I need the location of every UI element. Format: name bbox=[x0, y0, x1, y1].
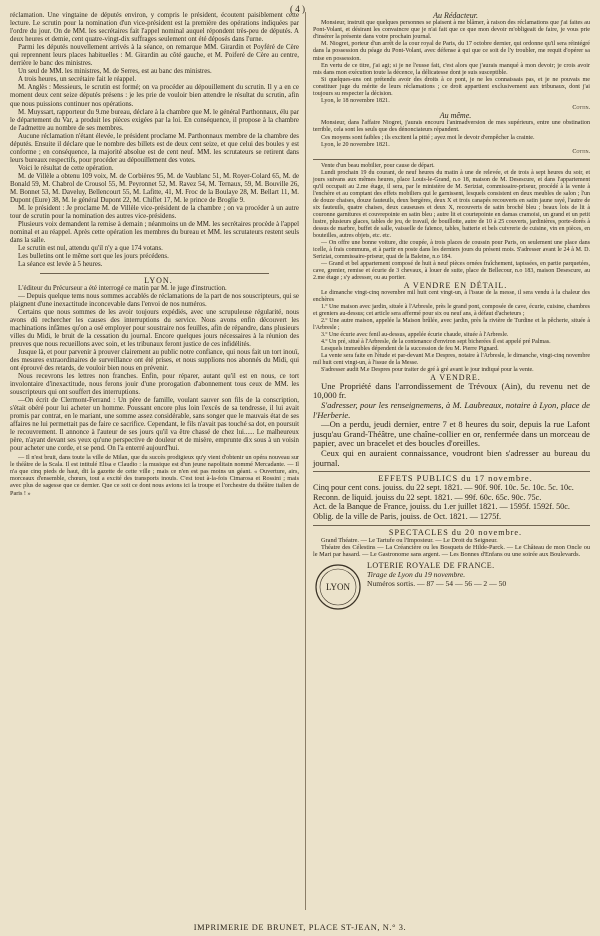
divider bbox=[313, 525, 590, 526]
session-paragraph: Les bulletins ont le même sort que les jours précédens. bbox=[18, 253, 169, 261]
lyon-heading: LYON. bbox=[144, 275, 173, 285]
vente-detail-paragraph: 3.º Une écurie avec fenil au-dessus, appelée écurie chaude, située à l'Arbresle. bbox=[321, 331, 509, 338]
spectacles-heading: SPECTACLES du 20 novembre. bbox=[388, 527, 523, 537]
divider bbox=[313, 159, 590, 160]
divider bbox=[313, 471, 590, 472]
meme-heading: Au même. bbox=[439, 111, 472, 121]
vente-detail-heading: A VENDRE EN DÉTAIL. bbox=[403, 280, 508, 290]
page-number: ( 4 ) bbox=[290, 4, 305, 14]
session-paragraph: Parmi les députés nouvellement arrivés à la séance, on remarque MM. Girardin et Poyféré de Cère qui reprennent leurs places habituelles : M. Girardin au côté gauche, et M. Poiferé de Cère au centre, derrière le banc des ministres. bbox=[10, 44, 299, 68]
letter-paragraph: Lyon, le 20 novembre 1821. bbox=[321, 141, 390, 148]
loterie-title: LOTERIE ROYALE DE FRANCE. bbox=[367, 560, 495, 570]
letter-paragraph: Monsieur, instruit que quelques personnes se plaisent à me blâmer, à raison des réclamations que j'ai faites au Pont-Volant, et désirant les convaincre que je n'ai fait que ce que mon devoir m'obligeait de faire, je vous prie d'insérer la présente dans votre prochain journal. bbox=[313, 20, 590, 41]
vendre-paragraph: Une Propriété dans l'arrondissement de Trévoux (Ain), du revenu net de 10,000 fr. bbox=[313, 380, 590, 401]
redacteur-heading: Au Rédacteur. bbox=[433, 12, 478, 20]
sale-paragraph: Vente d'un beau mobilier, pour cause de départ. bbox=[321, 162, 435, 169]
session-paragraph: Le scrutin est nul, attendu qu'il n'y a que 174 votans. bbox=[18, 245, 163, 253]
fund-quote: Oblig. de la ville de Paris, jouiss. de Oct. 1821. — 1275f. bbox=[313, 512, 502, 522]
session-paragraph: M. Muyssart, rapporteur du 9.me bureau, déclare à la chambre que M. le général Parthonnaux, élu par le département du Var, a produit les pièces exigées par la loi. En conséquence, il propose à la chambre de l'admettre au nombre de ses membres. bbox=[10, 108, 299, 132]
lyon-paragraph: Nous recevrons les lettres non franches. Enfin, pour réparer, autant qu'il est en nous, ce tort involontaire d'inexactitude, nous ferons jouir d'une prorogation d'abonnement tous ceux de MM. les souscripteurs qui ont souffert des interruptions. bbox=[10, 373, 299, 397]
vente-detail-paragraph: La vente sera faite en l'étude et par-devant M.e Despres, notaire à l'Arbresle, le dimanche, vingt-cinq novembre mil huit cent vingt-un, à l'issue de la Messe. bbox=[313, 352, 590, 366]
loterie-block bbox=[313, 562, 590, 620]
vendre-paragraph: S'adresser, pour les renseignemens, à M. Laubreaux, notaire à Lyon, place de l'Herberie. bbox=[313, 400, 590, 420]
vendre-heading: A VENDRE. bbox=[430, 372, 481, 382]
letter-meme bbox=[313, 120, 590, 155]
imprint-footer: IMPRIMERIE DE BRUNET, PLACE ST-JEAN, N.° 3. bbox=[193, 923, 407, 932]
fund-quote: Cinq pour cent cons. jouiss. du 22 sept. 1821. — 90f. 90f. 10c. 5c. 10c. 5c. 10c. bbox=[313, 483, 574, 493]
stamp-label: LYON bbox=[325, 581, 351, 592]
letter-redacteur bbox=[313, 20, 590, 112]
sale-paragraph: — Grand et bel appartement composé de huit à neuf pièces ornées fraîchement, tapissées, en partie parquetées, cave, grenier, remise et écurie de 3 chevaux, à louer de suite, place de Bellecour, n.o 183, maison Desescure, au 2.me étage ; s'y adresser, ou au portier. bbox=[313, 260, 590, 281]
sale-announcements bbox=[313, 163, 590, 282]
vente-detail-paragraph: S'adresser audit M.e Despres pour traiter de gré à gré avant le jour indiqué pour la vente. bbox=[321, 366, 534, 373]
vente-detail-paragraph: Le dimanche vingt-cinq novembre mil huit cent vingt-un, à l'issue de la messe, il sera vendu à la chaleur des enchères bbox=[313, 289, 590, 303]
lyon-paragraph: Certains que nous sommes de les avoir toujours expédiés, avec une scrupuleuse régularité, nous avons dû rechercher les causes des interruptions du service. Nous avons enfin découvert les machinations infâmes qu'on a osé employer pour soustraire nos feuilles, afin de répandre, dans plusieurs villes du Midi, le bruit de la cessation du journal. Encore quelques jours nécessaires à la réunion des preuves que nous recueillons avec soin, et les tribunaux feront justice de ces infidélités. bbox=[10, 308, 299, 348]
session-paragraph: M. Anglès : Messieurs, le scrutin est formé; on va procéder au dépouillement du scrutin. Il y a en ce moment deux cent seize députés présens : je les prie de vouloir bien attendre le résultat du scrutin, afin que nous puissions continuer nos opérations. bbox=[10, 84, 299, 108]
session-report bbox=[10, 12, 299, 270]
spectacle-listing: Théatre des Célestins — La Créancière ou les Bosquets de Hilde-Parck. — Le Château de mon Oncle ou le Mari par hasard. — Le Gastronome sans argent. — Les Bonnes d'Enfans ou une soirée aux Boulevards. bbox=[313, 543, 590, 559]
letter-paragraph: Ces moyens sont faibles ; ils excitent la pitié ; ayez moi le devoir d'empêcher la crainte. bbox=[321, 134, 535, 141]
columns bbox=[10, 12, 590, 910]
letter-paragraph: En vertu de ce titre, j'ai agi; si je ne l'eusse fait, c'est alors que j'aurais manqué à mon devoir; je crois avoir mis dans mon exécution toute la décence, la délicatesse dont je suis susceptible. bbox=[313, 62, 590, 76]
lyon-stamp-icon bbox=[313, 562, 363, 612]
sale-paragraph: — On offre une bonne voiture, dite coupée, à trois places de coussin pour Paris, on seulement une place dans icelle, à frais communs, et à partir en poste dans les derniers jours du présent mois. S'adresser avant le 24 à M. D. Seriziat, commissaire-priseur, quai de la Baleine, n.o 184. bbox=[313, 239, 590, 260]
letter-paragraph: M. Niogret, porteur d'un arrêt de la cour royal de Paris, du 17 octobre dernier, qui ordonne qu'il sera réintégré dans la possession du péage du Pont-Volant, avec défense à qui que ce soit de l'y troubler, me requit d'opérer sa mise en possession. bbox=[313, 41, 590, 62]
vente-detail-paragraph: Lesquels immeubles dépendent de la succession de feu M. Pierre Pignard. bbox=[321, 345, 499, 352]
spectacle-listing: Grand Théatre. — Le Tartufe ou l'Imposteur. — Le Droit du Seigneur. bbox=[321, 536, 498, 544]
vente-detail-paragraph: 4.º Un pré, situé à l'Arbresle, de la contenance d'environ sept bicherées il est appelé pré Palmas. bbox=[321, 338, 551, 345]
session-paragraph: Plusieurs voix demandent la remise à demain ; néanmoins un de MM. les secrétaires procède à l'appel nominal et au réappel. Après cette opération les membres du bureau et MM. les scrutateurs restent seuls dans la salle. bbox=[10, 221, 299, 245]
lyon-paragraph: L'éditeur du Précurseur a été interrogé ce matin par M. le juge d'instruction. bbox=[18, 284, 227, 292]
session-paragraph: M. le président : Je proclame M. de Villèle vice-président de la chambre ; on va procéder à un autre tour de scrutin pour la nomination des autres vice-présidens. bbox=[10, 205, 299, 221]
session-paragraph: réclamation. Une vingtaine de députés environ, y compris le président, écoutent paisiblement cette lecture. Le scrutin pour la nomination d'un vice-président est la première des opérations indiquées par l'ordre du jour. On de MM. les secrétaires fait l'appel nominal auquel répondent très-peu de députés. A deux heures et demie, cent quatre-vingt-dix suffrages seulement ont été déposés dans l'urne. bbox=[10, 12, 299, 44]
fund-quote: Reconn. de liquid. jouiss du 22 sept. 1821. — 99f. 60c. 65c. 90c. 75c. bbox=[313, 492, 542, 502]
fund-quote: Act. de la Banque de France, jouiss. du 1.er juillet 1821. — 1595f. 1592f. 50c. bbox=[313, 502, 570, 512]
lyon-paragraph: —On écrit de Clermont-Ferrand : Un père de famille, voulant sauver son fils de la conscription, s'était obéré pour lui acheter un homme. Poussant encore plus loin l'excès de sa tendresse, il lui avait promis par contrat, en le mariant, une somme assez considérable, sans songer que le mauvais état de ses affaires ne lui permettait pas de faire ce sacrifice. Cependant, le fils n'avait pas touché sa dot, en poursuit le recouvrement. Il annonce à l'auteur de ses jours qu'il va être chassé de chez lui...... Le malheureux père, n'ayant devant ses yeux qu'une perspective de douleur et de misère, emprunte dix sous à un voisin pour acheter une corde, et se pend. On l'a enterré aujourd'hui. bbox=[10, 397, 299, 453]
vente-detail-paragraph: 2.º Une autre maison, appelée la Maison brûlée, avec jardin, près la rivière de Turdine et la pêcherie, située à l'Arbresle ; bbox=[313, 317, 590, 331]
left-column bbox=[10, 12, 306, 910]
effets-publics bbox=[313, 483, 590, 521]
right-column bbox=[306, 12, 590, 910]
vente-detail-section bbox=[313, 290, 590, 374]
session-paragraph: A trois heures, un secrétaire fait le réappel. bbox=[18, 76, 137, 84]
vendre-section bbox=[313, 382, 590, 468]
divider bbox=[40, 273, 269, 274]
sale-paragraph: Lundi prochain 19 du courant, de neuf heures du matin à une de relevée, et de trois à sept heures du soir, et jours suivans aux mêmes heures, place Louis-le-Grand, n.o 18, maison de M. Desescure, et dans l'appartement qu'il occupait au 2.me étage, il sera, par le ministère de M. Seriziat, commissaire-priseur, procédé à la vente à l'enchère et au comptant des effets mobiliers qui le garnissent, lesquels consistent en deux meubles de salon ; l'un de douze chaises, douze fauteuils, deux bergères, deux X et trois canapés recouverts en satin jaune rayé, l'autre de six fauteuils, quatre chaises, deux causeuses et deux X, recouverts de satin broché bleu ; beaux lois de lit à couronne garnitures et couvrepointe en satin bleu ; autre lit et courtepointe en damas cramoisi, un grand et un petit lustre, plusieurs glaces, tables de jeu, de travail, de bouillotte, autre de 10 à 25 couverts, jardinières, porte-dorés à dessus de marbre, buffet de salle, vaisselle de faïence, tables, batterie et bels cuivrerie de cuisine, vin en pièces, en bouteilles, autres objets, etc. etc. bbox=[313, 169, 590, 239]
letter-paragraph: Si quelques-uns ont prétendu avoir des droits à ce pont, je ne les connaissais pas, et je ne pouvais me constituer juge du mérite de leurs réclamations ; ce droit appartient exclusivement aux tribunaux, dont j'ai toujours su respecter la décision. bbox=[313, 76, 590, 97]
effets-heading: EFFETS PUBLICS du 17 novembre. bbox=[378, 474, 533, 484]
letter-paragraph: Monsieur, dans l'affaire Niogret, j'aurais encouru l'animadversion de mes supérieurs, entre une obstination terrible, cela sont les seuls que des dénonciateurs répandent. bbox=[313, 120, 590, 134]
signature-cottin: Cottin. bbox=[572, 105, 590, 112]
loterie-subtitle: Tirage de Lyon du 19 novembre. bbox=[367, 569, 466, 579]
letter-paragraph: Lyon, le 18 novembre 1821. bbox=[321, 98, 390, 105]
lyon-section bbox=[10, 285, 299, 497]
session-paragraph: Un seul de MM. les ministres, M. de Serres, est au banc des ministres. bbox=[18, 68, 212, 76]
lyon-paragraph: — Il n'est bruit, dans toute la ville de Milan, que du succès prodigieux qu'y vient d'obtenir un opéra nouveau sur le théâtre de la Scala. Il est intitulé Elisa e Claudio : la musique est d'un jeune napolitain nommé Mercadante. — Il n'a que cinq pieds de haut, dit la gazette de cette ville ; mais ce n'en est pas moins un géant. « Ouverture, airs, morceaux d'ensemble, chœurs, tout a excité des transports inouïs. C'est tout à-la-fois Cimarosa et Rossini ; mais avec plus de sagesse que ce dernier. Que ce soit ce dont nous avions ici la troupe et l'orchestre du théâtre italien de Paris ! » bbox=[10, 453, 299, 497]
signature-cottin: Cottin. bbox=[572, 148, 590, 155]
lyon-paragraph: Jusque là, et pour parvenir à prouver clairement au public notre confiance, qui nous fait un tort inouï, des mesures extraordinaires de surveillance ont été prises, et nous supplions nos abonnés du Midi, qui ont éprouvé des retards, de vouloir bien nous en prévenir. bbox=[10, 348, 299, 373]
vente-detail-paragraph: 1.º Une maison avec jardin, située à l'Arbresle, près le grand pont, composée de cave, écurie, cuisine, chambres et greniers au-dessus; cet article sera affermé pour six ou neuf ans, à défaut d'acheteurs ; bbox=[313, 303, 590, 317]
session-paragraph: La séance est levée à 5 heures. bbox=[18, 261, 103, 269]
vendre-paragraph: —On a perdu, jeudi dernier, entre 7 et 8 heures du soir, depuis la rue Lafont jusqu'au Grand-Théâtre, une chaîne-collier en or, renfermée dans un morceau de papier, avec un bracelet et des boucles d'oreilles. bbox=[313, 419, 590, 449]
lyon-paragraph: — Depuis quelque tems nous sommes accablés de réclamations de la part de nos souscripteurs, qui se plaignent d'une inexactitude inconcevable dans l'envoi de nos numéros. bbox=[10, 292, 299, 308]
loterie-numbers: Numéros sortis. — 87 — 54 — 56 — 2 — 50 bbox=[367, 578, 507, 588]
session-paragraph: M. de Villèle a obtenu 109 voix, M. de Corbières 95, M. de Vaublanc 51, M. Royer-Colard 65, M. de Bonald 59, M. Chabrol de Crousol 55, M. Peyronnet 52, M. Ravez 54, M. Ternaux, 59, M. Bouville 26, M. Bonnet 53, M. Daveluy, Bellencourt 55, M. Lafitte, 41, M. Froc de la Boulaye 28, M. Bellart 11, M. Dupont (Eure) 38, M. le général Dupont 22, M. Chiflet 17, M. le prince de Broglie 9. bbox=[10, 172, 299, 205]
session-paragraph: Voici le résultat de cette opération. bbox=[18, 164, 114, 172]
vendre-paragraph: Ceux qui en auraient connaissance, voudront bien s'adresser au bureau du journal. bbox=[313, 448, 590, 468]
spectacles-section bbox=[313, 537, 590, 559]
session-paragraph: Aucune réclamation n'étant élevée, le président proclame M. Parthonnaux membre de la chambre des députés. Ensuite il déclare que le nombre des billets est de deux cent seize, et que celui des boules y est conforme ; en conséquence, la majorité absolue est de cent neuf. MM. les scrutateurs se retirent dans leurs bureaux respectifs, pour procéder au dépouillement des votes. bbox=[10, 132, 299, 164]
